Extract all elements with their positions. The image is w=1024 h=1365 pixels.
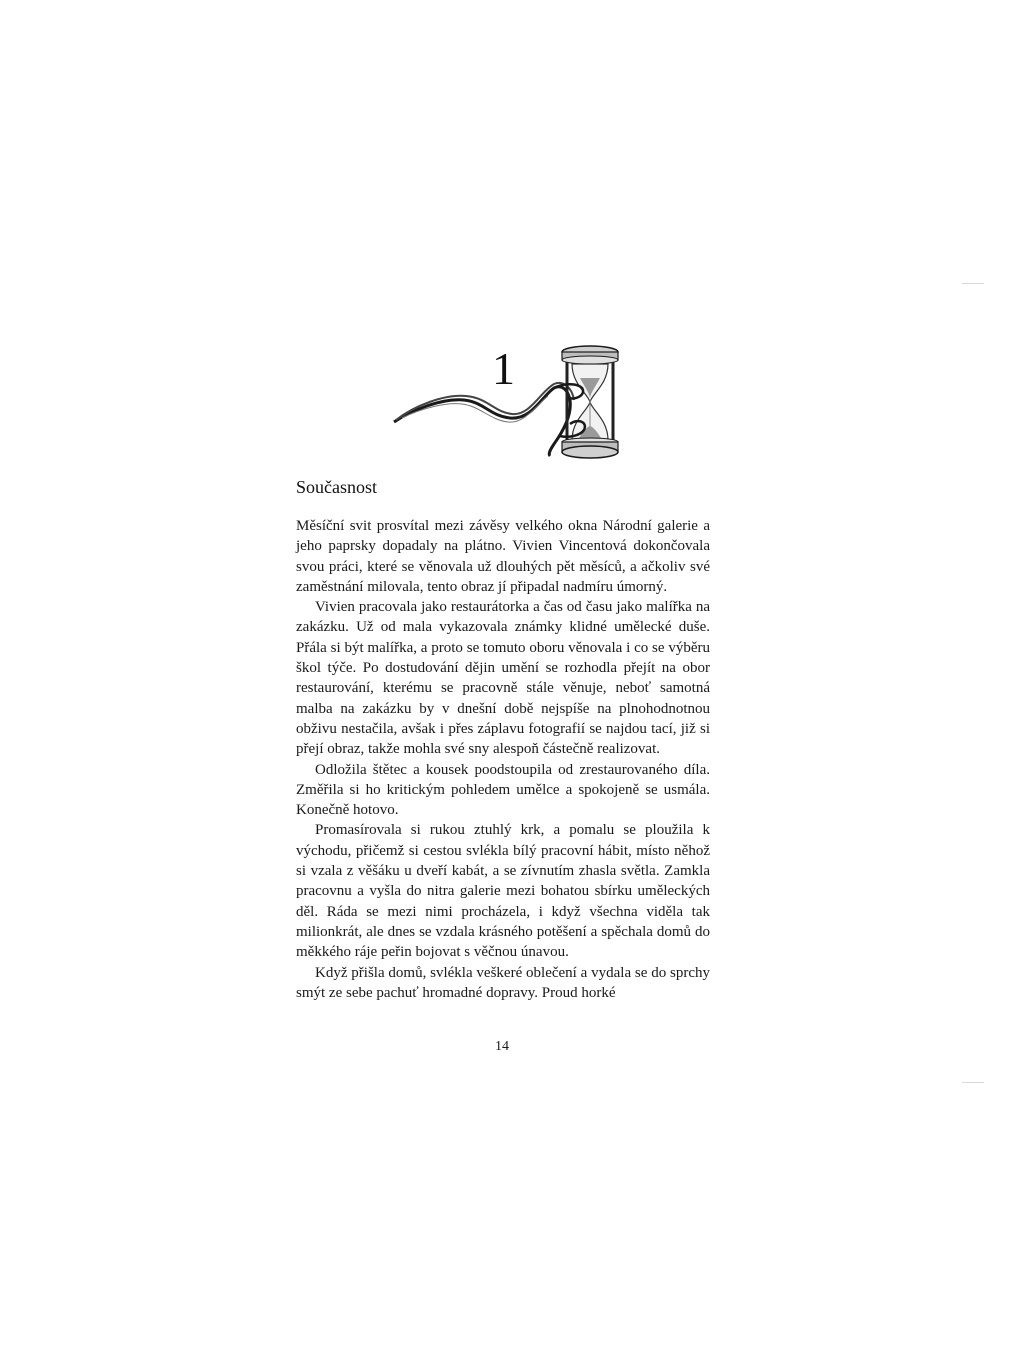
crop-mark-bottom [962, 1082, 984, 1083]
paragraph: Odložila štětec a kousek poodstoupila od zrestaurovaného díla. Změřila si ho kritickým pohledem umělce a spokojeně se usmála. Konečně hotovo. [296, 761, 710, 819]
chapter-number: 1 [492, 343, 515, 394]
crop-mark-top [962, 283, 984, 284]
paragraph: Měsíční svit prosvítal mezi závěsy velkého okna Národní galerie a jeho paprsky dopadaly na plátno. Vivien Vincentová dokončovala svou práci, které se věnovala už dlouhých pět měsíců, a ačkoliv své zaměstnání milovala, tento obraz jí připadal nadmíru úmorný. [296, 518, 710, 595]
section-title: Současnost [296, 477, 377, 497]
page-number: 14 [495, 1039, 509, 1054]
paragraph: Promasírovala si rukou ztuhlý krk, a pomalu se ploužila k východu, přičemž si cestou svlékla bílý pracovní hábit, místo něhož si vzala z věšáku u dveří kabát, a se zívnutím zhasla světla. Zamkla pracovnu a vyšla do nitra galerie mezi bohatou sbírku uměleckých děl. Ráda se mezi nimi procházela, i když všechna viděla tak milionkrát, ale dnes se vzdala krásného potěšení a spěchala domů do měkkého ráje peřin bojovat s věčnou únavou. [296, 822, 710, 961]
body-text [296, 516, 710, 1003]
paragraph: Vivien pracovala jako restaurátorka a čas od času jako malířka na zakázku. Už od mala vykazovala známky klidné umělecké duše. Přála si být malířka, a proto se tomuto oboru věnovala i co se výběru škol týče. Po dostudování dějin umění se rozhodla přejít na obor restaurování, kterému se pracovně stále věnuje, neboť samotná malba na zakázku by v dnešní době nejspíše na plnohodnotnou obživu nestačila, avšak i přes záplavu fotografií se najdou tací, již si přejí obraz, takže mohla své sny alespoň částečně realizovat. [296, 599, 710, 758]
paragraph: Když přišla domů, svlékla veškeré oblečení a vydala se do sprchy smýt ze sebe pachuť hromadné dopravy. Proud horké [296, 964, 710, 1001]
